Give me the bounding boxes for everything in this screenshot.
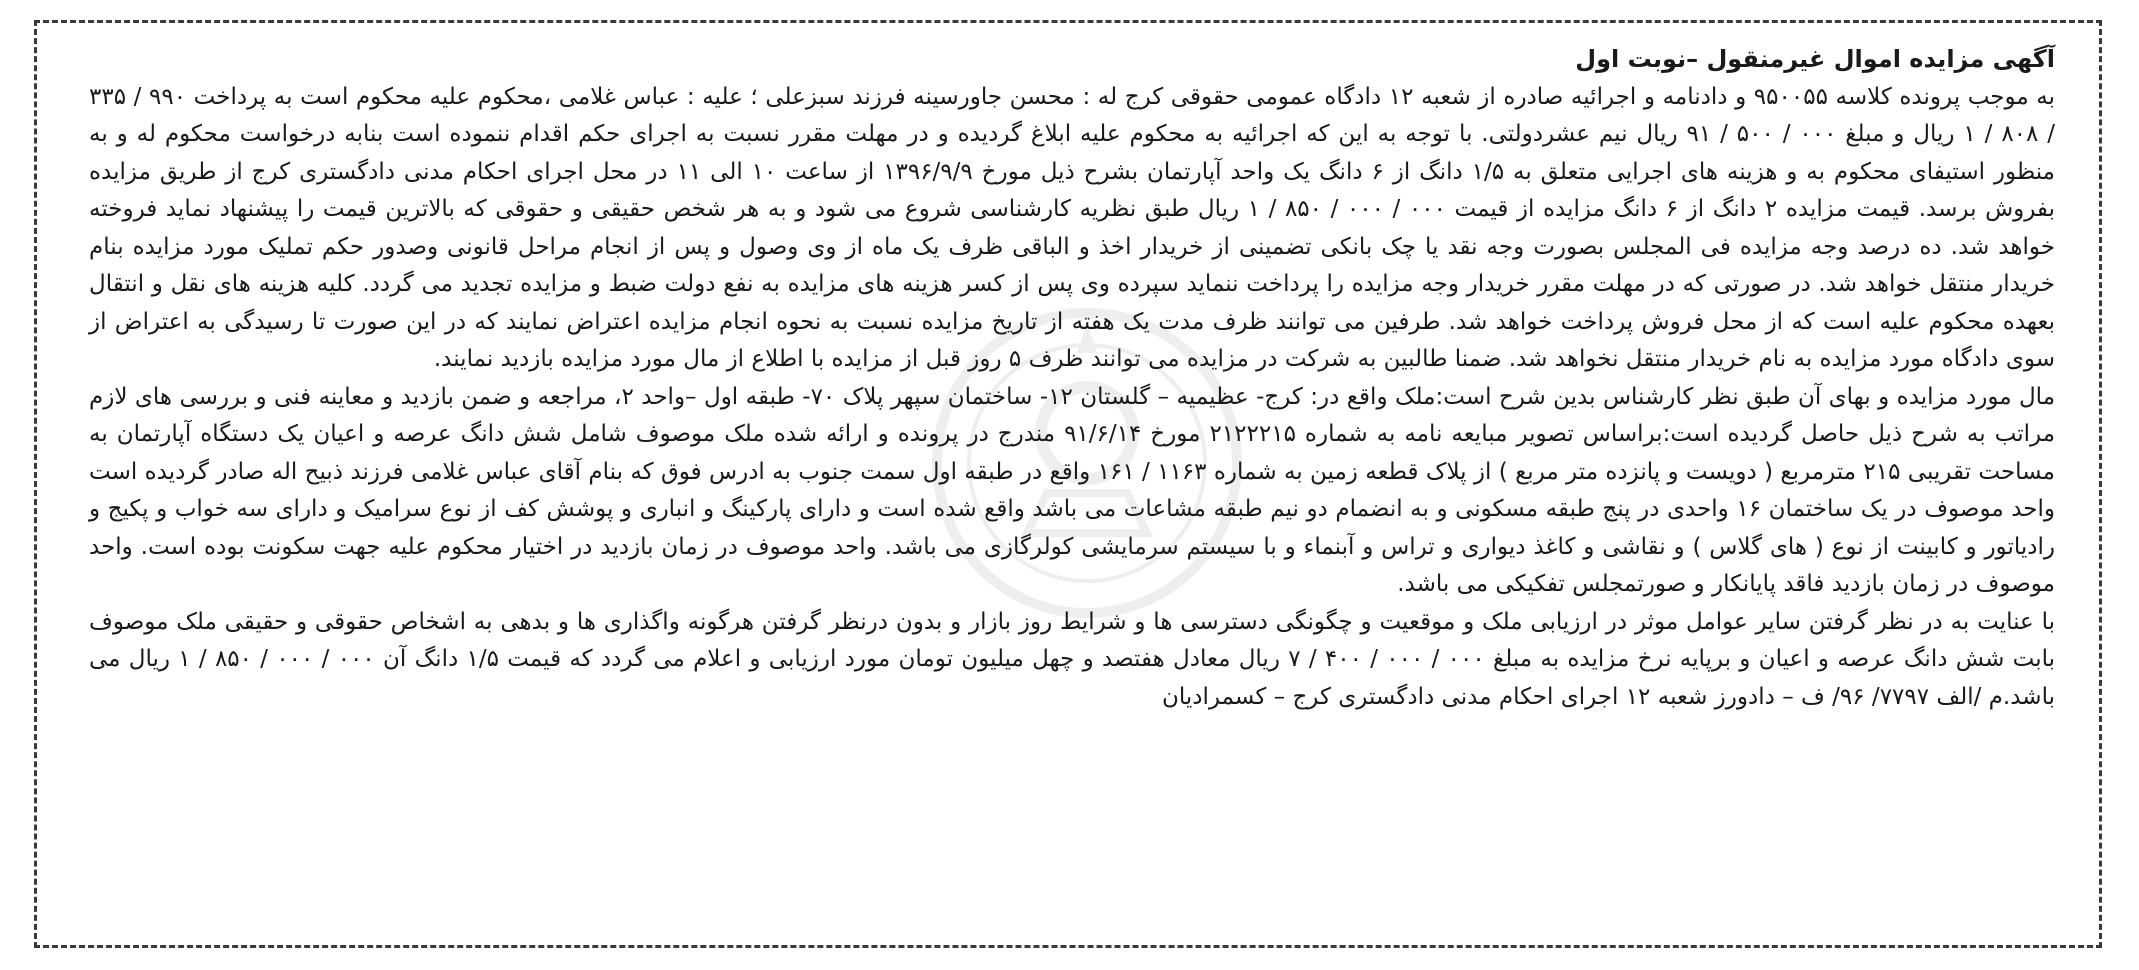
notice-title: آگهی مزایده اموال غیرمنقول –نوبت اول: [1575, 45, 2055, 73]
auction-paragraph: به موجب پرونده کلاسه ۹۵۰۰۵۵ و دادنامه و اجرائیه صادره از شعبه ۱۲ دادگاه عمومی حقوقی کرج له : محسن جاورسینه فرزند سبزعلی ؛ علیه : عباس غلامی ،محکوم علیه محکوم است به پرداخت ۹۹۰ / ۳۳۵ / ۸۰۸ / ۱ ریال و مبلغ ۰۰۰ / ۵۰۰ / ۹۱ ریال نیم عشردولتی. با توجه به این که اجرائیه به محکوم علیه ابلاغ گردیده و در مهلت مقرر نسبت به اجرای حکم اقدام ننموده است بنابه درخواست محکوم له و به منظور استیفای محکوم به و هزینه های اجرایی متعلق به ۱/۵ دانگ از ۶ دانگ یک واحد آپارتمان بشرح ذیل مورخ ۱۳۹۶/۹/۹ از ساعت ۱۰ الی ۱۱ در محل اجرای احکام مدنی دادگستری کرج از طریق مزایده بفروش برسد. قیمت مزایده ۲ دانگ از ۶ دانگ مزایده از قیمت ۰۰۰ / ۰۰۰ / ۸۵۰ / ۱ ریال طبق نظریه کارشناسی شروع می شود و به هر شخص حقیقی و حقوقی که بالاترین قیمت را پیشنهاد نماید فروخته خواهد شد. ده درصد وجه مزایده فی المجلس بصورت وجه نقد یا چک بانکی تضمینی از خریدار اخذ و الباقی ظرف یک ماه از وی وصول و پس از انجام مراحل قانونی وصدور حکم تملیک مورد مزایده بنام خریدار منتقل خواهد شد. در صورتی که در مهلت مقرر خریدار وجه مزایده را پرداخت ننماید سپرده وی پس از کسر هزینه های مزایده به نفع دولت ضبط و مزایده تجدید می گردد. کلیه هزینه های نقل و انتقال بعهده محکوم علیه است که از محل فروش پرداخت خواهد شد. طرفین می توانند ظرف مدت یک هفته از تاریخ مزایده نسبت به نحوه انجام مزایده اعتراض نمایند که در این صورت تا رسیدگی به اعتراض از سوی دادگاه مورد مزایده به نام خریدار منتقل نخواهد شد. ضمنا طالبین به شرکت در مزایده می توانند ظرف ۵ روز قبل از مزایده با اطلاع از مال مورد مزایده بازدید نمایند.: [89, 83, 2056, 372]
valuation-paragraph: با عنایت به در نظر گرفتن سایر عوامل موثر در ارزیابی ملک و موقعیت و چگونگی دسترسی ها و شرایط روز بازار و بدون درنظر گرفتن هرگونه واگذاری ها و بدهی به اشخاص حقوقی و حقیقی ملک موصوف بابت شش دانگ عرصه و اعیان و برپایه نرخ مزایده به مبلغ ۰۰۰ / ۰۰۰ / ۴۰۰ / ۷ ریال معادل هفتصد و چهل میلیون تومان مورد ارزیابی و اعلام می گردد که قیمت ۱/۵ دانگ آن ۰۰۰ / ۰۰۰ / ۸۵۰ / ۱ ریال می باشد.م /الف ۷۷۹۷/ ۹۶/ ف – دادورز شعبه ۱۲ اجرای احکام مدنی دادگستری کرج – کسمرادیان: [89, 608, 2056, 710]
property-description-paragraph: مال مورد مزایده و بهای آن طبق نظر کارشناس بدین شرح است:ملک واقع در: کرج- عظیمیه – گلستان ۱۲- ساختمان سپهر پلاک ۷۰- طبقه اول –واحد ۲، مراجعه و ضمن بازدید و معاینه فنی و بررسی های لازم مراتب به شرح ذیل حاصل گردیده است:براساس تصویر مبایعه نامه به شماره ۲۱۲۲۲۱۵ مورخ ۹۱/۶/۱۴ مندرج در پرونده و ارائه شده ملک موصوف شامل شش دانگ عرصه و اعیان یک دستگاه آپارتمان به مساحت تقریبی ۲۱۵ مترمربع ( دویست و پانزده متر مربع ) از پلاک قطعه زمین به شماره ۱۱۶۳ / ۱۶۱ واقع در طبقه اول سمت جنوب به ادرس فوق که بنام آقای عباس غلامی فرزند ذبیح اله صادر گردیده است واحد موصوف در یک ساختمان ۱۶ واحدی در پنج طبقه مسکونی و به انضمام دو نیم طبقه مشاعات می باشد واقع شده است و دارای پارکینگ و انباری و پوشش کف از نوع سرامیک و دارای سه خواب و پکیج و رادیاتور و کابینت از نوع ( های گلاس ) و نقاشی و کاغذ دیواری و تراس و آبنماء و با سیستم سرمایشی کولرگازی می باشد. واحد موصوف در زمان بازدید در اختیار محکوم علیه جهت سکونت بوده است. واحد موصوف در زمان بازدید فاقد پایانکار و صورتمجلس تفکیکی می باشد.: [89, 383, 2056, 597]
notice-frame: [34, 20, 2102, 948]
notice-body: [89, 41, 2055, 716]
